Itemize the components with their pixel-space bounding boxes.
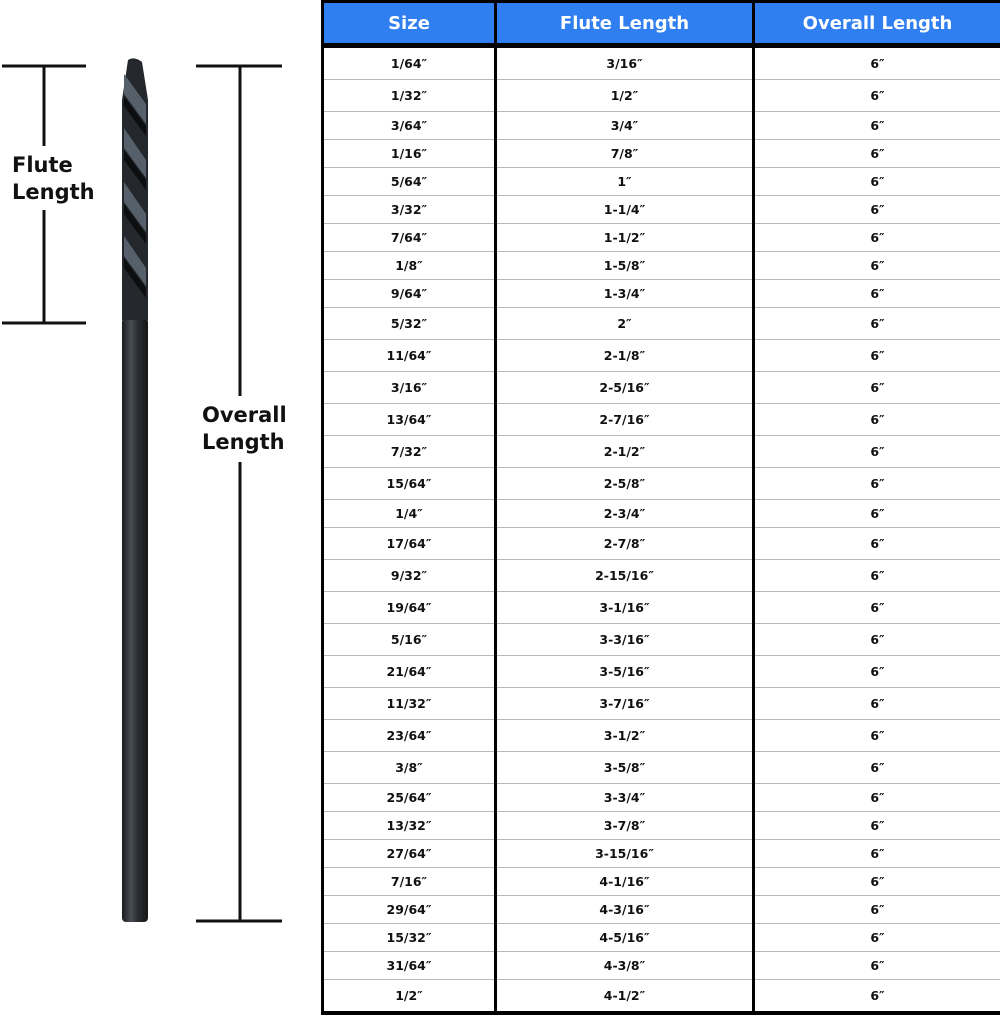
cell-flute-length: 3-3/4″ (496, 784, 754, 812)
cell-overall-length: 6″ (754, 308, 1000, 340)
cell-flute-length: 2-7/16″ (496, 404, 754, 436)
overall-length-label (202, 402, 287, 456)
cell-overall-length: 6″ (754, 952, 1000, 980)
drill-shank (122, 318, 148, 922)
cell-overall-length: 6″ (754, 112, 1000, 140)
cell-size: 11/64″ (323, 340, 496, 372)
cell-flute-length: 7/8″ (496, 140, 754, 168)
cell-flute-length: 2-1/2″ (496, 436, 754, 468)
table-row (323, 980, 1000, 1014)
cell-flute-length: 2-7/8″ (496, 528, 754, 560)
table-row (323, 656, 1000, 688)
table-row (323, 784, 1000, 812)
cell-size: 7/16″ (323, 868, 496, 896)
cell-size: 9/64″ (323, 280, 496, 308)
cell-size: 5/16″ (323, 624, 496, 656)
cell-size: 13/32″ (323, 812, 496, 840)
cell-size: 29/64″ (323, 896, 496, 924)
size-chart-table (321, 0, 1000, 1015)
cell-flute-length: 2-15/16″ (496, 560, 754, 592)
table-row (323, 896, 1000, 924)
cell-size: 7/32″ (323, 436, 496, 468)
cell-size: 31/64″ (323, 952, 496, 980)
table-row (323, 168, 1000, 196)
cell-flute-length: 1-5/8″ (496, 252, 754, 280)
table-row (323, 952, 1000, 980)
cell-overall-length: 6″ (754, 46, 1000, 80)
cell-flute-length: 3-3/16″ (496, 624, 754, 656)
cell-size: 15/64″ (323, 468, 496, 500)
cell-overall-length: 6″ (754, 896, 1000, 924)
cell-size: 27/64″ (323, 840, 496, 868)
table-row (323, 224, 1000, 252)
cell-flute-length: 4-3/16″ (496, 896, 754, 924)
cell-overall-length: 6″ (754, 196, 1000, 224)
cell-flute-length: 3/16″ (496, 46, 754, 80)
cell-size: 17/64″ (323, 528, 496, 560)
table-row (323, 252, 1000, 280)
cell-overall-length: 6″ (754, 436, 1000, 468)
cell-overall-length: 6″ (754, 784, 1000, 812)
cell-flute-length: 1/2″ (496, 80, 754, 112)
table-row (323, 720, 1000, 752)
cell-flute-length: 3-1/16″ (496, 592, 754, 624)
cell-overall-length: 6″ (754, 252, 1000, 280)
table-row (323, 752, 1000, 784)
cell-overall-length: 6″ (754, 500, 1000, 528)
table-row (323, 46, 1000, 80)
cell-flute-length: 4-5/16″ (496, 924, 754, 952)
drill-flutes (122, 58, 148, 320)
cell-flute-length: 3-7/16″ (496, 688, 754, 720)
cell-overall-length: 6″ (754, 140, 1000, 168)
table-row (323, 436, 1000, 468)
table-row (323, 340, 1000, 372)
table-row (323, 812, 1000, 840)
cell-flute-length: 3-5/8″ (496, 752, 754, 784)
cell-flute-length: 1″ (496, 168, 754, 196)
cell-overall-length: 6″ (754, 280, 1000, 308)
cell-overall-length: 6″ (754, 868, 1000, 896)
table-row (323, 112, 1000, 140)
cell-flute-length: 2-5/8″ (496, 468, 754, 500)
cell-overall-length: 6″ (754, 224, 1000, 252)
table-row (323, 468, 1000, 500)
table-row (323, 404, 1000, 436)
cell-overall-length: 6″ (754, 560, 1000, 592)
cell-overall-length: 6″ (754, 980, 1000, 1014)
table-header-row (323, 2, 1000, 46)
cell-size: 25/64″ (323, 784, 496, 812)
cell-overall-length: 6″ (754, 656, 1000, 688)
header-flute-length: Flute Length (496, 2, 754, 46)
cell-overall-length: 6″ (754, 924, 1000, 952)
cell-size: 23/64″ (323, 720, 496, 752)
cell-overall-length: 6″ (754, 528, 1000, 560)
table-row (323, 592, 1000, 624)
cell-size: 11/32″ (323, 688, 496, 720)
cell-flute-length: 2-3/4″ (496, 500, 754, 528)
overall-label-line-1: Overall (202, 402, 287, 429)
table-row (323, 196, 1000, 224)
table-row (323, 500, 1000, 528)
cell-size: 1/16″ (323, 140, 496, 168)
cell-overall-length: 6″ (754, 720, 1000, 752)
cell-size: 19/64″ (323, 592, 496, 624)
cell-overall-length: 6″ (754, 624, 1000, 656)
cell-size: 7/64″ (323, 224, 496, 252)
flute-length-label (12, 152, 95, 206)
cell-overall-length: 6″ (754, 404, 1000, 436)
cell-size: 3/16″ (323, 372, 496, 404)
cell-flute-length: 1-1/4″ (496, 196, 754, 224)
cell-flute-length: 3-1/2″ (496, 720, 754, 752)
cell-size: 5/64″ (323, 168, 496, 196)
header-overall-length: Overall Length (754, 2, 1000, 46)
table-body (323, 46, 1000, 1014)
table-row (323, 80, 1000, 112)
cell-flute-length: 1-3/4″ (496, 280, 754, 308)
cell-overall-length: 6″ (754, 80, 1000, 112)
cell-flute-length: 4-1/16″ (496, 868, 754, 896)
cell-flute-length: 1-1/2″ (496, 224, 754, 252)
cell-size: 1/8″ (323, 252, 496, 280)
cell-overall-length: 6″ (754, 340, 1000, 372)
table-row (323, 868, 1000, 896)
cell-flute-length: 3-7/8″ (496, 812, 754, 840)
table-row (323, 624, 1000, 656)
flute-label-line-2: Length (12, 179, 95, 206)
cell-flute-length: 4-3/8″ (496, 952, 754, 980)
overall-length-bracket (196, 66, 282, 921)
cell-overall-length: 6″ (754, 752, 1000, 784)
cell-flute-length: 3-15/16″ (496, 840, 754, 868)
cell-size: 1/2″ (323, 980, 496, 1014)
cell-overall-length: 6″ (754, 840, 1000, 868)
drill-bit-icon (0, 0, 320, 983)
flute-label-line-1: Flute (12, 152, 95, 179)
cell-size: 21/64″ (323, 656, 496, 688)
cell-size: 15/32″ (323, 924, 496, 952)
table-row (323, 560, 1000, 592)
cell-overall-length: 6″ (754, 592, 1000, 624)
header-size: Size (323, 2, 496, 46)
cell-size: 9/32″ (323, 560, 496, 592)
cell-flute-length: 4-1/2″ (496, 980, 754, 1014)
cell-overall-length: 6″ (754, 168, 1000, 196)
cell-flute-length: 2-1/8″ (496, 340, 754, 372)
cell-overall-length: 6″ (754, 812, 1000, 840)
cell-size: 3/8″ (323, 752, 496, 784)
cell-flute-length: 2-5/16″ (496, 372, 754, 404)
cell-flute-length: 3-5/16″ (496, 656, 754, 688)
cell-overall-length: 6″ (754, 688, 1000, 720)
table-row (323, 528, 1000, 560)
cell-size: 1/32″ (323, 80, 496, 112)
table-row (323, 140, 1000, 168)
table-row (323, 372, 1000, 404)
cell-overall-length: 6″ (754, 468, 1000, 500)
cell-size: 3/32″ (323, 196, 496, 224)
cell-size: 3/64″ (323, 112, 496, 140)
cell-flute-length: 3/4″ (496, 112, 754, 140)
table-row (323, 688, 1000, 720)
table-row (323, 924, 1000, 952)
table-row (323, 308, 1000, 340)
cell-size: 5/32″ (323, 308, 496, 340)
overall-label-line-2: Length (202, 429, 287, 456)
table-row (323, 280, 1000, 308)
dimension-diagram (0, 0, 320, 983)
cell-size: 1/4″ (323, 500, 496, 528)
cell-size: 1/64″ (323, 46, 496, 80)
cell-size: 13/64″ (323, 404, 496, 436)
cell-overall-length: 6″ (754, 372, 1000, 404)
table-row (323, 840, 1000, 868)
cell-flute-length: 2″ (496, 308, 754, 340)
